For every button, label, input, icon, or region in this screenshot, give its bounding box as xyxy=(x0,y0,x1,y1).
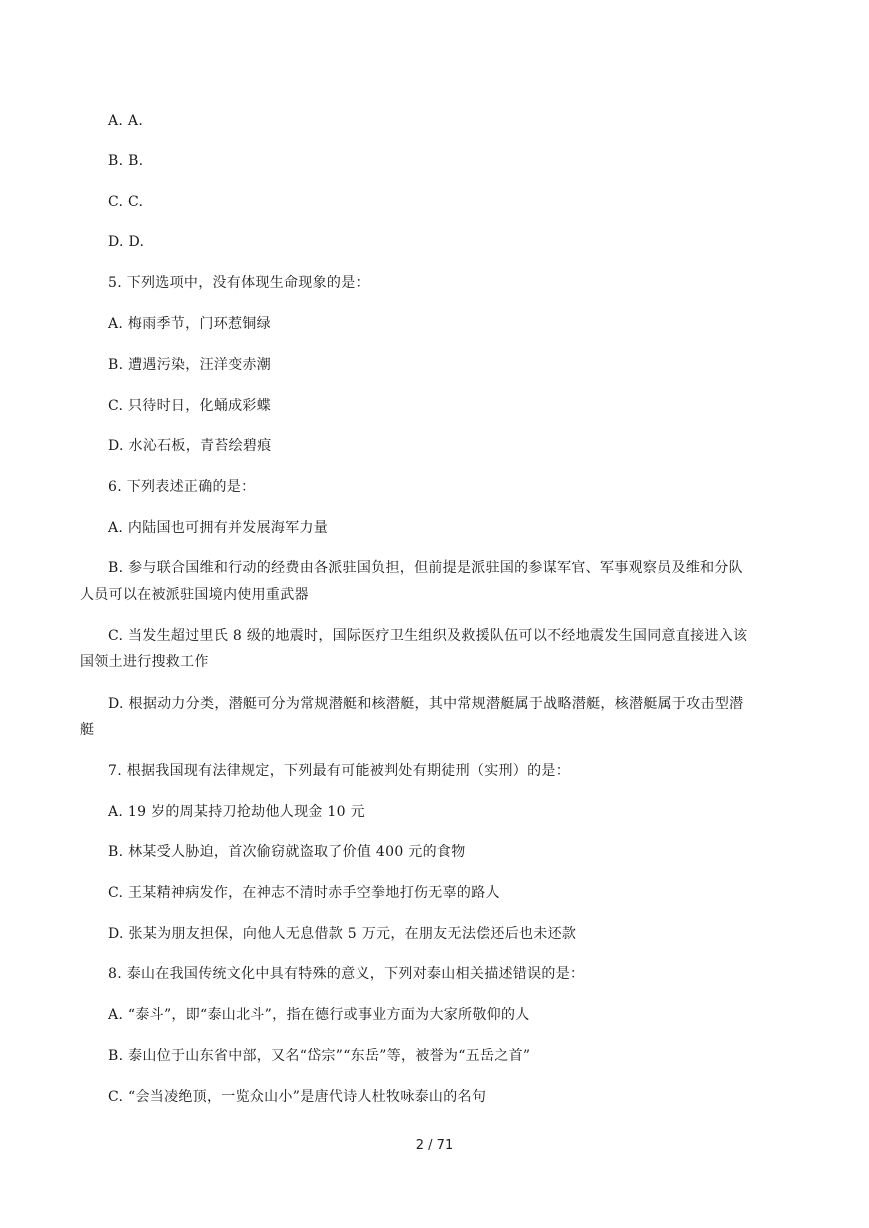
page-number: 2 / 71 xyxy=(415,1138,454,1153)
option-4b-text: B. B. xyxy=(108,153,144,169)
option-6b-text: B. 参与联合国维和行动的经费由各派驻国负担，但前提是派驻国的参谋军官、军事观察员及维和分队 xyxy=(108,560,743,576)
option-6c-text-cont: 国领土进行搜救工作 xyxy=(80,654,209,670)
option-5c-text: C. 只待时日，化蛹成彩蝶 xyxy=(108,398,272,414)
option-4d-text: D. D. xyxy=(108,234,145,250)
option-8a-text: A. “泰斗”，即“泰山北斗”，指在德行或事业方面为大家所敬仰的人 xyxy=(108,1007,530,1023)
option-8c-text: C. “会当凌绝顶，一览众山小”是唐代诗人杜牧咏泰山的名句 xyxy=(108,1089,487,1105)
question-8-stem: 8. 泰山在我国传统文化中具有特殊的意义，下列对泰山相关描述错误的是： xyxy=(108,966,585,982)
option-7a-text: A. 19 岁的周某持刀抢劫他人现金 10 元 xyxy=(108,804,365,820)
option-6d-text: D. 根据动力分类，潜艇可分为常规潜艇和核潜艇，其中常规潜艇属于战略潜艇，核潜艇属于攻击型潜 xyxy=(108,696,744,712)
option-8b-text: B. 泰山位于山东省中部，又名“岱宗”“东岳”等，被誉为“五岳之首” xyxy=(108,1048,531,1064)
option-5d-text: D. 水沁石板，青苔绘碧痕 xyxy=(108,438,272,454)
option-6b-text-cont: 人员可以在被派驻国境内使用重武器 xyxy=(80,587,309,603)
option-6a-text: A. 内陆国也可拥有并发展海军力量 xyxy=(108,520,329,536)
question-7-stem: 7. 根据我国现有法律规定，下列最有可能被判处有期徒刑（实刑）的是： xyxy=(108,763,571,779)
question-6-stem: 6. 下列表述正确的是： xyxy=(108,479,256,495)
option-5b-text: B. 遭遇污染，汪洋变赤潮 xyxy=(108,357,272,373)
option-7d-text: D. 张某为朋友担保，向他人无息借款 5 万元，在朋友无法偿还后也未还款 xyxy=(108,926,577,942)
option-4a-text: A. A. xyxy=(108,113,144,129)
option-5a-text: A. 梅雨季节，门环惹铜绿 xyxy=(108,316,271,332)
option-7b-text: B. 林某受人胁迫，首次偷窃就盗取了价值 400 元的食物 xyxy=(108,844,466,860)
option-6c-text: C. 当发生超过里氏 8 级的地震时，国际医疗卫生组织及救援队伍可以不经地震发生国同意直接进入该 xyxy=(108,628,748,644)
question-5-stem: 5. 下列选项中，没有体现生命现象的是： xyxy=(108,275,370,291)
option-4c-text: C. C. xyxy=(108,194,144,210)
option-7c-text: C. 王某精神病发作，在神志不清时赤手空拳地打伤无辜的路人 xyxy=(108,885,500,901)
option-6d-text-cont: 艇 xyxy=(80,722,95,738)
